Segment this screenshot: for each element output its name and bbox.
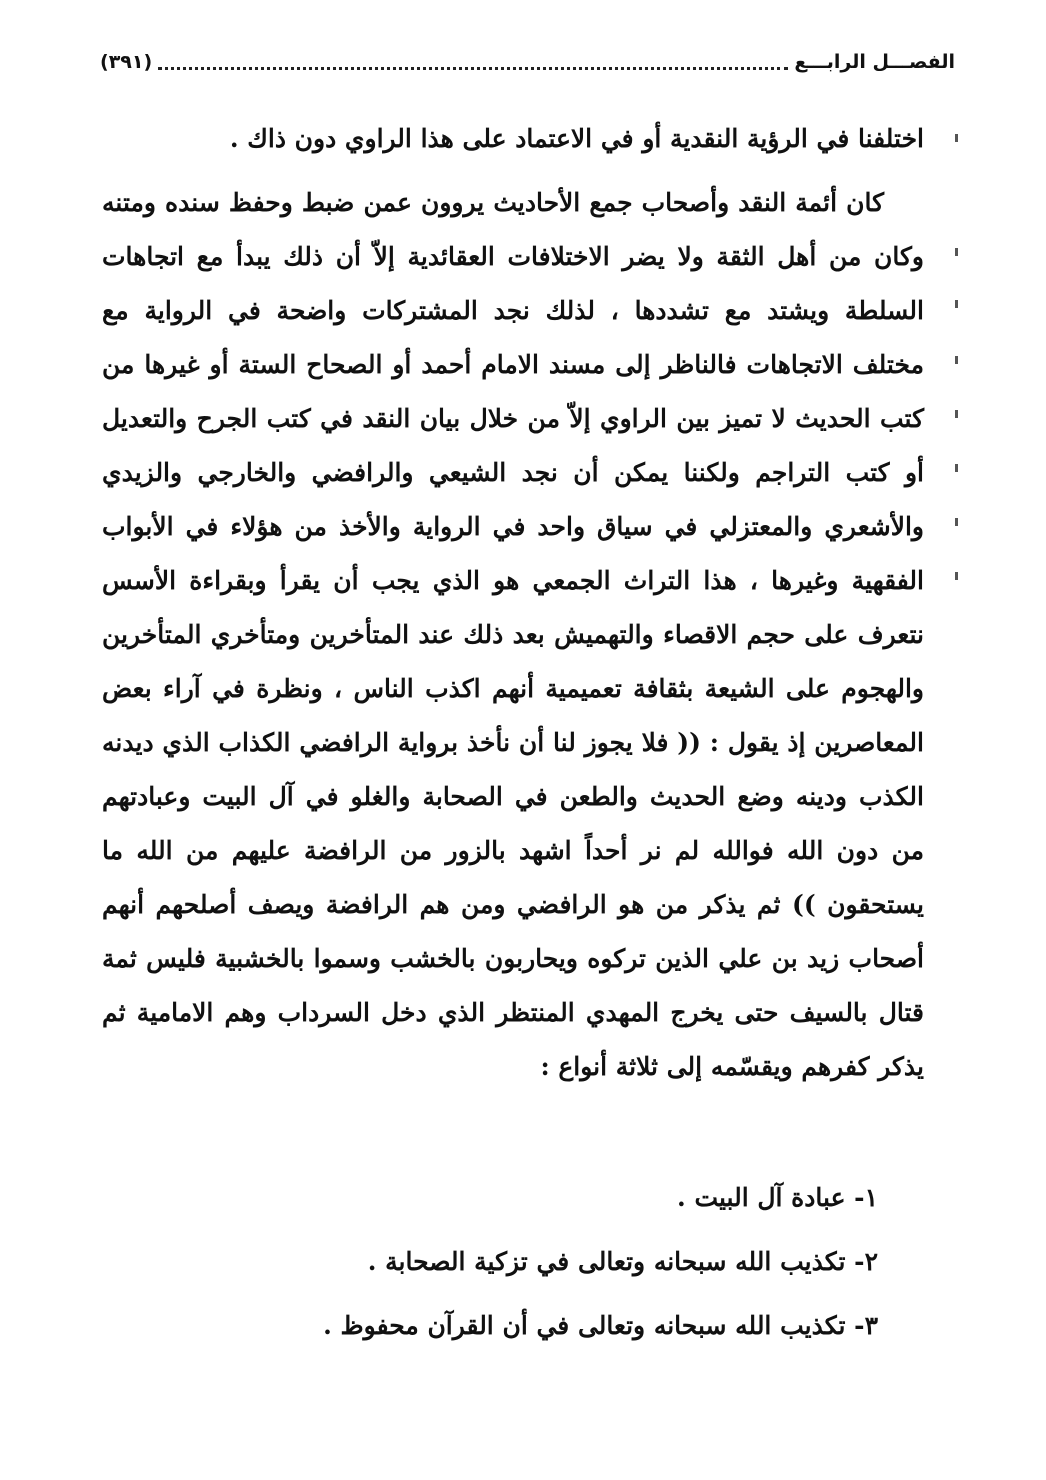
main-paragraph: كان أئمة النقد وأصحاب جمع الأحاديث يروون عمن ضبط وحفظ سنده ومتنه وكان من أهل الثقة ولا يضر الاختلافات العقائدية إلاّ أن ذلك يبدأ مع اتجاهات السلطة ويشتد مع تشددها ، لذلك نجد المشتركات واضحة في الرواية مع مختلف الاتجاهات فالناظر إلى مسند الامام أحمد أو الصحاح الستة أو غيرها من كتب الحديث لا تميز بين الراوي إلاّ من خلال بيان النقد في كتب الجرح والتعديل أو كتب التراجم ولكننا يمكن أن نجد الشيعي والرافضي والخارجي والزيدي والأشعري والمعتزلي في سياق واحد في الرواية والأخذ من هؤلاء في الأبواب الفقهية وغيرها ، هذا التراث الجمعي هو الذي يجب أن يقرأ وبقراءة الأسس نتعرف على حجم الاقصاء والتهميش بعد ذلك عند المتأخرين ومتأخري المتأخرين والهجوم على الشيعة بثقافة تعميمية أنهم اكذب الناس ، ونظرة في آراء بعض المعاصرين إذ يقول : (( فلا يجوز لنا أن نأخذ برواية الرافضي الكذاب الذي ديدنه الكذب ودينه وضع الحديث والطعن في الصحابة والغلو في آل البيت وعبادتهم من دون الله فوالله لم نر أحداً اشهد بالزور من الرافضة عليهم من الله ما يستحقون )) ثم يذكر من هو الرافضي ومن هم الرافضة ويصف أصلحهم أنهم أصحاب زيد بن علي الذين تركوه ويحاربون بالخشب وسموا بالخشبية فليس ثمة قتال بالسيف حتى يخرج المهدي المنتظر الذي دخل السرداب وهم الامامية ثم يذكر كفرهم ويقسّمه إلى ثلاثة أنواع : [102, 188, 924, 1081]
running-header [100, 42, 955, 82]
numbered-list [102, 1166, 878, 1358]
chapter-title: الفصـــل الرابـــع [794, 51, 955, 73]
header-dot-leader [158, 55, 788, 70]
list-item: ٢- تكذيب الله سبحانه وتعالى في تزكية الصحابة . [367, 1247, 878, 1276]
binding-edge-marks [950, 112, 958, 672]
body-text [102, 112, 924, 1094]
page-number: (٣٩١) [100, 51, 153, 73]
intro-line: اختلفنا في الرؤية النقدية أو في الاعتماد على هذا الراوي دون ذاك . [229, 124, 924, 153]
list-item: ١- عبادة آل البيت . [677, 1183, 878, 1212]
list-item: ٣- تكذيب الله سبحانه وتعالى في أن القرآن محفوظ . [323, 1311, 878, 1340]
